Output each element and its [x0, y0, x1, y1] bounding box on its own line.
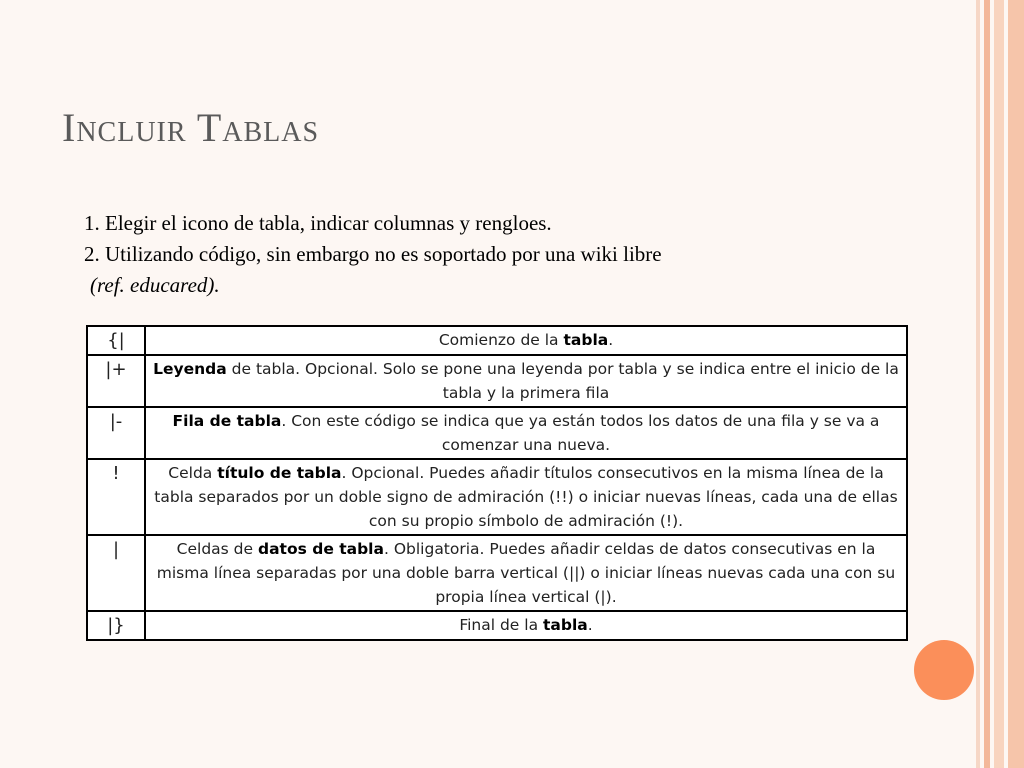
stripe — [1008, 0, 1024, 768]
description-cell — [145, 355, 907, 407]
desc-pre: Comienzo de la — [438, 331, 564, 349]
body-line-1: 1. Elegir el icono de tabla, indicar columnas y rengloes. — [84, 211, 552, 235]
table-row — [87, 459, 907, 535]
desc-pre: Final de la — [459, 616, 543, 634]
slide-title: Incluir Tablas — [62, 105, 320, 150]
desc-bold: datos de tabla — [257, 540, 384, 558]
code-cell: | — [87, 535, 145, 611]
table-row — [87, 355, 907, 407]
body-line-reference: (ref. educared). — [90, 273, 220, 297]
code-cell: ! — [87, 459, 145, 535]
stripe — [994, 0, 1004, 768]
code-cell: |} — [87, 611, 145, 640]
right-decorative-stripes — [976, 0, 1024, 768]
table-row — [87, 326, 907, 355]
desc-bold: tabla — [563, 331, 609, 349]
code-cell: {| — [87, 326, 145, 355]
desc-post: . — [608, 331, 614, 349]
desc-post: . — [587, 616, 593, 634]
desc-pre: Celdas de — [176, 540, 258, 558]
table-row — [87, 535, 907, 611]
wiki-syntax-table — [86, 325, 908, 641]
desc-post: . Con este código se indica que ya están todos los datos de una fila y se va a comenzar una nueva. — [281, 412, 880, 454]
decorative-orange-circle — [914, 640, 974, 700]
slide-body — [84, 208, 924, 301]
code-cell: |- — [87, 407, 145, 459]
desc-bold: Fila de tabla — [172, 412, 282, 430]
description-cell — [145, 459, 907, 535]
description-cell — [145, 535, 907, 611]
desc-bold: título de tabla — [217, 464, 342, 482]
table-row — [87, 407, 907, 459]
code-cell: |+ — [87, 355, 145, 407]
desc-pre: Celda — [168, 464, 218, 482]
table-row — [87, 611, 907, 640]
desc-post: . Opcional. Puedes añadir títulos consecutivos en la misma línea de la tabla separados por un doble signo de admiración (!!) o iniciar nuevas líneas, cada una de ellas con su propio símbolo de admiración (!). — [154, 464, 898, 530]
description-cell — [145, 326, 907, 355]
desc-post: de tabla. Opcional. Solo se pone una leyenda por tabla y se indica entre el inicio de la tabla y la primera fila — [226, 360, 899, 402]
body-line-2: 2. Utilizando código, sin embargo no es soportado por una wiki libre — [84, 242, 662, 266]
description-cell — [145, 407, 907, 459]
desc-bold: tabla — [543, 616, 588, 634]
description-cell — [145, 611, 907, 640]
desc-post: . Obligatoria. Puedes añadir celdas de datos consecutivas en la misma línea separadas por una doble barra vertical (||) o iniciar líneas nuevas cada una con su propia línea vertical (|). — [156, 540, 896, 606]
desc-bold: Leyenda — [153, 360, 227, 378]
